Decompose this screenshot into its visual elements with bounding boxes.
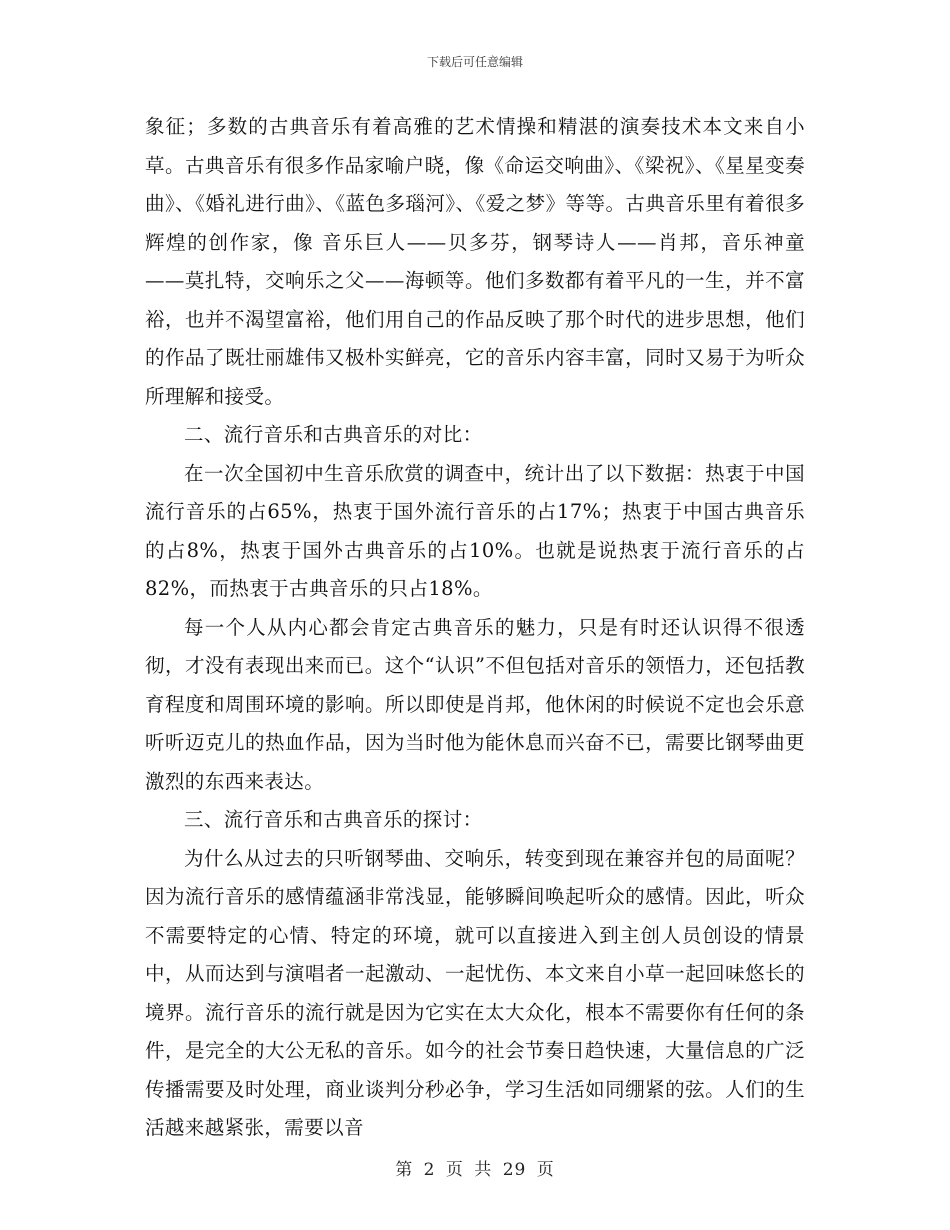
paragraph-classical-charm: 每一个人从内心都会肯定古典音乐的魅力，只是有时还认识得不很透彻，才没有表现出来而已。这个“认识”不但包括对音乐的领悟力，还包括教育程度和周围环境的影响。所以即使是肖邦，他休闲的时候说不定也会乐意听听迈克儿的热血作品，因为当时他为能休息而兴奋不已，需要比钢琴曲更激烈的东西来表达。 xyxy=(145,615,805,793)
paragraph-classical-intro: 象征；多数的古典音乐有着高雅的艺术情操和精湛的演奏技术本文来自小草。古典音乐有很多作品家喻户晓，像《命运交响曲》、《梁祝》、《星星变奏曲》、《婚礼进行曲》、《蓝色多瑙河》、《爱之梦》等等。古典音乐里有着很多辉煌的创作家，像 音乐巨人——贝多芬，钢琴诗人——肖邦，音乐神童——莫扎特，交响乐之父——海顿等。他们多数都有着平凡的一生，并不富裕，也并不渴望富裕，他们用自己的作品反映了那个时代的进步思想，他们的作品了既壮丽雄伟又极朴实鲜亮，它的音乐内容丰富，同时又易于为听众所理解和接受。 xyxy=(145,115,805,408)
page-header-note: 下载后可任意编辑 xyxy=(426,55,523,69)
document-body xyxy=(145,108,805,1148)
section-heading-discussion: 三、流行音乐和古典音乐的探讨： xyxy=(184,808,483,831)
paragraph-survey-data: 在一次全国初中生音乐欣赏的调查中，统计出了以下数据：热衷于中国流行音乐的占65%，热衷于国外流行音乐的占17%；热衷于中国古典音乐的占8%，热衷于国外古典音乐的占10%。也就是说热衷于流行音乐的占82%，而热衷于古典音乐的只占18%。 xyxy=(145,461,805,600)
page-number-footer: 第 2 页 共 29 页 xyxy=(395,1160,555,1180)
paragraph-pop-popularity: 为什么从过去的只听钢琴曲、交响乐，转变到现在兼容并包的局面呢？因为流行音乐的感情蕴涵非常浅显，能够瞬间唤起听众的感情。因此，听众不需要特定的心情、特定的环境，就可以直接进入到主创人员创设的情景中，从而达到与演唱者一起激动、一起忧伤、本文来自小草一起回味悠长的境界。流行音乐的流行就是因为它实在太大众化，根本不需要你有任何的条件，是完全的大公无私的音乐。如今的社会节奏日趋快速，大量信息的广泛传播需要及时处理，商业谈判分秒必争，学习生活如同绷紧的弦。人们的生活越来越紧张，需要以音 xyxy=(145,846,805,1139)
section-heading-comparison: 二、流行音乐和古典音乐的对比： xyxy=(184,423,483,446)
